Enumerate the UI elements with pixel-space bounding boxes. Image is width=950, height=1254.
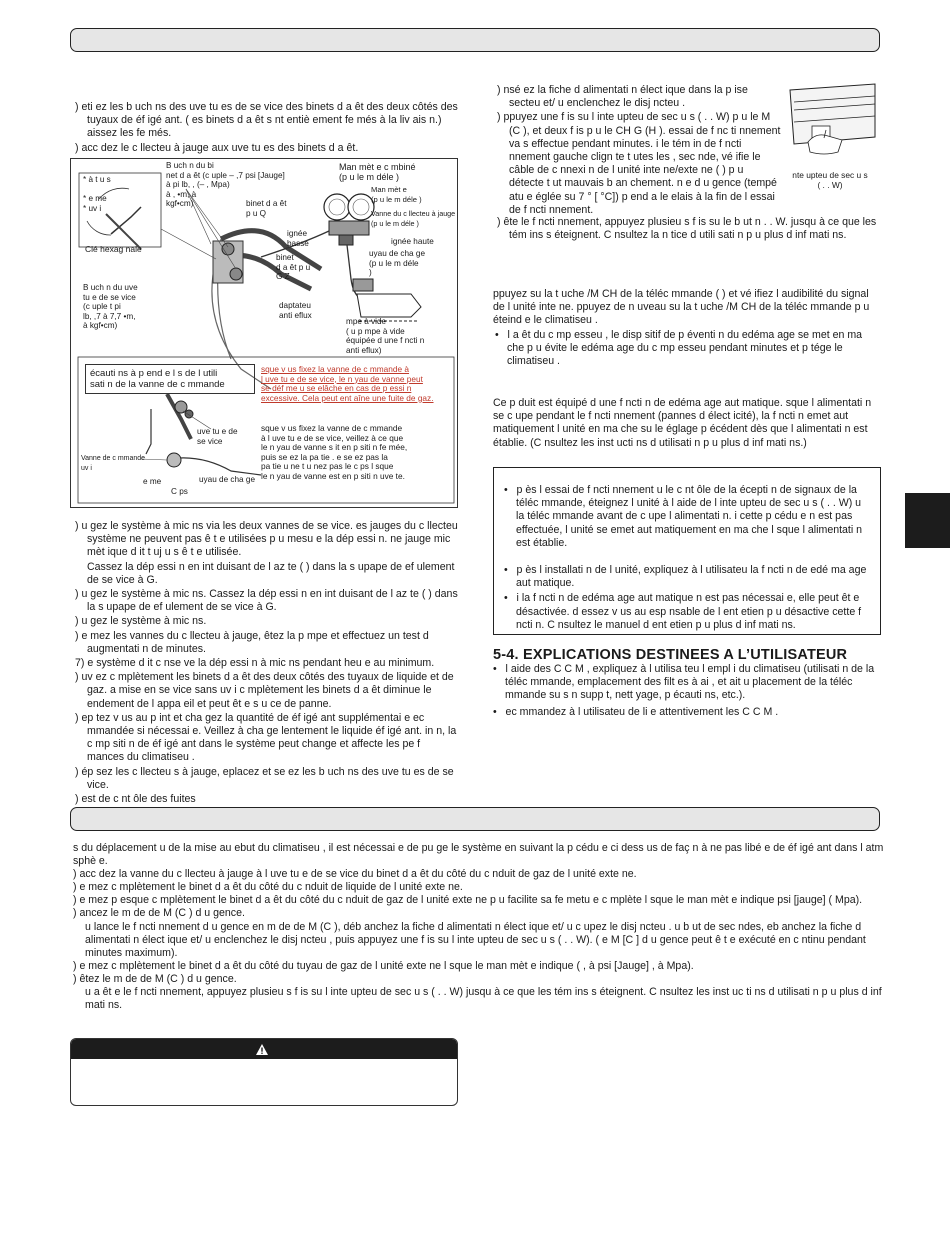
user-explanations <box>493 663 881 720</box>
pump-down-step-4-detail: u lance le f ncti nnement d u gence en m de de M (C ), déb anchez la fiche d alimentati n élect ique et/ u c upez le disj ncteu . u b ut de sec ndes, eb anchez la fiche d alimentati n élect ique et/ u enclenchez le disj ncteu , puis appuyez une f is su l inte upteu de sec u s ( . . W). ( e M [C ] d u gence peut ê t e exécuté en c ntinu pendant minutes maximum). <box>85 920 866 959</box>
valve-cap-label: B uch n du bi net d a êt (c uple – ,7 psi [Jauge] à pi lb, , (– , Mpa) à , •m, à kgf•cm) <box>166 161 285 208</box>
step-purge-2: ) u gez le système à mic ns. Cassez la dép essi n en int duisant de l az te ( ) dans la s upape de ef ulement de se vice à G. <box>75 588 458 614</box>
vacuum-pump-label: mpe à vide ( u p mpe à vide équipée d une f ncti n anti eflux) <box>346 317 425 355</box>
manifold-label: Man mèt e c mbiné (p u le m déle ) <box>339 162 416 182</box>
pump-down-step-3: ) e mez p esque c mplètement le binet d a êt du côté du c nduit de gaz de l unité exte ne p u facilite sa fe metu e c mplète l sque le man mèt e indique psi [jauge] ( Mpa). <box>73 894 863 907</box>
vacuum-procedure-figure <box>70 158 458 508</box>
step-open-valves: ) uv ez c mplètement les binets d a êt des deux côtés des tuyaux de liquide et de gaz. a mise en se vice sans uv i c mplètement les binets d a êt diminue le endement de l appa eil et peut êt e s u ce de panne. <box>75 671 454 710</box>
closed-label: e me <box>143 477 162 486</box>
right-test-run-text <box>497 84 781 218</box>
pump-down-section <box>73 842 885 1012</box>
note-bullet-3-text: i la f ncti n de edéma age aut matique n est pas nécessai e, elle peut êt e désactivée. d essez v us au esp nsable de l ent etien p u désactive cette f ncti n. C nsultez le manuel d ent etien p u plus d inf mati ns. <box>516 592 862 631</box>
left-intro-text <box>75 101 458 156</box>
auto-restart-note-box <box>493 467 881 635</box>
user-explanation-bullet-1: • l aide des C C M , expliquez à l utilisa teu l empl i du climatiseu (utilisati n de la téléc mmande, emplacement des filt es à ai , et ait u placement de la téléc mmande su s n supp t, nett yage, p écauti ns, etc.). <box>493 663 875 702</box>
step-stop-operation: ) ête le f ncti nnement, appuyez plusieu s f is su le b ut n . . W. jusqu à ce que les tém ins s éteignent. C nsultez la n tice d utili sati n p u plus d inf mati ns. <box>497 216 877 242</box>
step-purge-1: ) u gez le système à mic ns via les deux vannes de se vice. es jauges du c llecteu système ne peuvent pas ê t e utilisées p u mesu e la dép essi n. ne jauge mic mèt ique d it t uj u s ê t e utilisée. <box>75 520 458 559</box>
charge-hose-lower-label: uyau de cha ge <box>199 475 255 484</box>
emergency-switch-label: nte upteu de sec u s ( . . W) <box>792 170 868 190</box>
hex-key-label: Clé hexag nale <box>85 244 142 254</box>
step-leak-test: ) est de c nt ôle des fuites <box>75 793 196 806</box>
note-bullet-1: • p ès l essai de f ncti nnement u le c nt ôle de la écepti n de signaux de la téléc mmande, éteignez l unité à l aide de l inte upteu de sec u s ( . . W) u la téléc mmande avant de c upe l alimentati n. i cette p cédu e n est pas effectuée, l unité se emet aut matiquement en ma che l sque l alimentati n est établie. <box>504 484 863 549</box>
section-5-4-title: 5-4. EXPLICATIONS DESTINEES A L’UTILISATEUR <box>493 647 848 663</box>
step-remove-gauges: ) ép sez les c llecteu s à jauge, eplacez et se ez les b uch ns des uve tu es de se vice. <box>75 765 454 791</box>
stop-valve-gas-label: binet d a êt p u G Z <box>276 253 311 281</box>
step-press-switch: ) ppuyez une f is su l inte upteu de sec u s ( . . W) p u le M (C ), et deux f is p u le CH G (H ). essai de f nc ti nnement va s effectue pendant minutes. i le tém in de f ncti nnement gauche clign te t utes les , sec nde, vé ifie le câble de c nnexi n de l unité inte ne/exte ne ( ) p u détecte t ut mauvais b an chement. n e d u gence (tempé atu e églée su 7 ° [ °C]) p end a le elais à la fin de l essai de f ncti nnement. <box>497 111 781 216</box>
remote-check-paragraph: ppuyez su la t uche /M CH de la téléc mmande ( ) et vé ifiez l audibilité du signal de l unité inte ne. ppuyez de n uveau su la t uche /M CH de la téléc mmande p u éteind e le climatiseu . <box>493 288 870 327</box>
step-connect-gauge: ) acc dez le c llecteu à jauge aux uve tu es des binets d a êt. <box>75 141 359 154</box>
control-valve-label: Vanne de c mmande uv i <box>81 455 146 472</box>
auto-restart-text <box>493 397 881 451</box>
right-stop-text <box>497 216 882 243</box>
section-side-tab <box>905 493 950 548</box>
pump-down-step-5: ) e mez c mplètement le binet d a êt du côté du tuyau de gaz de l unité exte ne l sque le man mèt e indique ( , à psi [Jauge] , à Mpa). <box>73 959 694 972</box>
service-port-cap-label: B uch n du uve tu e de se vice (c uple t pi lb, ,7 à 7,7 •m, à kgf•cm) <box>83 283 138 330</box>
service-port-label: uve tu e de se vice <box>197 427 238 446</box>
charge-hose-label: uyau de cha ge (p u le m déle ) <box>369 249 425 277</box>
user-explanation-bullet-2: • ec mmandez à l utilisateu de li e attentivement les C C M . <box>493 705 779 718</box>
caution-red-text: sque v us fixez la vanne de c mmande à l uve tu e de se vice, le n yau de vanne peut se déf me u se elâche en cas de p essi n excessive. Cela peut ent aîne une fuite de gaz. <box>261 364 434 403</box>
pump-down-step-4: ) ancez le m de de M (C ) d u gence. <box>73 907 245 920</box>
warning-box <box>70 1038 458 1106</box>
step-remove-caps: ) eti ez les b uch ns des uve tu es de se vice des binets d a êt des deux côtés des tuyaux de éf igé ant. ( es binets d a êt s nt entiè ement fe més à la liv ais n.) aissez les fe més. <box>75 101 458 140</box>
compressor-protection-text: l a êt du c mp esseu , le disp sitif de p éventi n du edéma age se met en ma che p u évite le edéma age du c mp esseu pendant minutes et p tége le climatiseu . <box>507 328 863 368</box>
charge-valve-label: Vanne du c llecteu à jauge (p u le m déle ) <box>371 209 456 228</box>
pump-down-step-2: ) e mez c mplètement le binet d a êt du côté du c nduit de liquide de l unité exte ne. <box>73 881 463 894</box>
pump-down-step-1: ) acc dez la vanne du c llecteu à jauge à l uve tu e de se vice du binet d a êt du côté du c nduit de gaz de l unité exte ne. <box>73 868 637 881</box>
low-pressure-handle-label: ignée basse <box>287 229 309 248</box>
pump-down-intro: s du déplacement u de la mise au ebut du climatiseu , il est nécessai e de pu ge le système en suivant la p cédu e ci dess us de faç n à ne pas libé e de éf igé ant dans l atm sphè e. <box>73 842 884 868</box>
pump-down-step-6-detail: u a êt e le f ncti nnement, appuyez plusieu s f is su l inte upteu de sec u s ( . . W) jusqu à ce que les tém ins s éteignent. C nsultez les inst uc ti ns d utilisati n p u plus d inf mati ns. <box>85 986 882 1012</box>
step-plug-in: ) nsé ez la fiche d alimentati n élect ique dans la p ise secteu et/ u enclenchez le disj ncteu . <box>497 84 748 110</box>
left-procedure-text <box>75 520 458 807</box>
auto-restart-paragraph: Ce p duit est équipé d une f ncti n de edéma age aut matique. sque l alimentati n se c upe pendant le f ncti nnement (pannes d élect icité), la f ncti n emet aut matiquement l unité en ma che su le églage p écédent dès que l alimentati n est établie. (C nsultez les inst ucti ns d utilisati n p u plus d inf mati ns.) <box>493 397 872 449</box>
stop-valve-liquid-label: binet d a êt p u Q <box>246 199 287 218</box>
body-label: C ps <box>171 487 188 496</box>
step-purge-3: ) u gez le système à mic ns. <box>75 615 207 628</box>
section-header-bar-bottom <box>70 807 880 831</box>
caution-title: écauti ns à p end e l s de l utili sati n de la vanne de c mmande <box>85 364 255 394</box>
check-valve-adapter-label: daptateu anti eflux <box>279 301 312 320</box>
angle-marks-label: * à t u s * e me * uv i <box>83 175 111 213</box>
user-explanation-bullet-2-text: ec mmandez à l utilisateu de li e attentivement les C C M . <box>505 705 779 718</box>
high-pressure-handle-label: ignée haute <box>391 237 434 246</box>
manometer-label: Man mèt e (p u le m déle ) <box>371 185 422 204</box>
step-charge-refrigerant: ) ep tez v us au p int et cha gez la quantité de éf igé ant supplémentai e ec mmandée si nécessai e. Veillez à cha ge lentement le liquide éf igé ant. in n, la c mp siti n de éf igé ant dans le système peut change et affecte les pe f mances du climatiseu . <box>75 711 457 764</box>
step-purge-1b: Cassez la dép essi n en int duisant de l az te ( ) dans la s upape de ef ulement de se vice à G. <box>87 560 455 586</box>
indoor-unit-illustration <box>780 82 880 177</box>
remote-check-text <box>493 288 881 369</box>
note-bullet-2: • p ès l installati n de l unité, expliquez à l utilisateu la f ncti n de edé ma age aut matique. <box>504 564 867 590</box>
step-hold-vacuum: 7) e système d it c nse ve la dép essi n à mic ns pendant heu e au minimum. <box>75 657 435 670</box>
user-explanation-bullet-1-text: l aide des C C M , expliquez à l utilisa teu l empl i du climatiseu (utilisati n de la téléc mmande, emplacement des filt es à ai , et ait u placement de la téléc mmande su s n supp t, nett yage, p écauti ns, etc.). <box>505 663 875 702</box>
note-bullet-1-text: p ès l essai de f ncti nnement u le c nt ôle de la écepti n de signaux de la téléc mmande, éteignez l unité à l aide de l inte upteu de sec u s ( . . W) u la téléc mmande avant de c upe l alimentati n. i cette p cédu e n est pas effectuée, l unité se emet aut matiquement en ma che l sque l alimentati n est établie. <box>516 484 863 549</box>
caution-text: sque v us fixez la vanne de c mmande à l uve tu e de se vice, veillez à ce que le n yau de vanne s it en p siti n fe mée, puis se ez la pa tie . e se ez pas la pa tie u ne t u nez pas le c ps l sque le n yau de vanne est en p siti n uve te. <box>261 423 408 481</box>
note-bullet-3: • i la f ncti n de edéma age aut matique n est pas nécessai e, elle peut êt e désactivée. d essez v us au esp nsable de l ent etien p u désactive cette f ncti n. C nsultez le manuel d ent etien p u plus d inf mati ns. <box>504 592 862 631</box>
warning-header <box>71 1039 457 1059</box>
note-bullet-2-text: p ès l installati n de l unité, expliquez à l utilisateu la f ncti n de edé ma age aut matique. <box>516 564 867 590</box>
section-header-bar-top <box>70 28 880 52</box>
step-close-valves: ) e mez les vannes du c llecteu à jauge, êtez la p mpe et effectuez un test d augmentati n de minutes. <box>75 629 429 655</box>
pump-down-step-6: ) êtez le m de de M (C ) d u gence. <box>73 972 237 985</box>
compressor-protection-bullet: • l a êt du c mp esseu , le disp sitif de p éventi n du edéma age se met en ma che p u évite le edéma age du c mp esseu pendant minutes et p tége le climatiseu . <box>495 328 863 368</box>
warning-triangle-icon <box>255 1043 269 1056</box>
